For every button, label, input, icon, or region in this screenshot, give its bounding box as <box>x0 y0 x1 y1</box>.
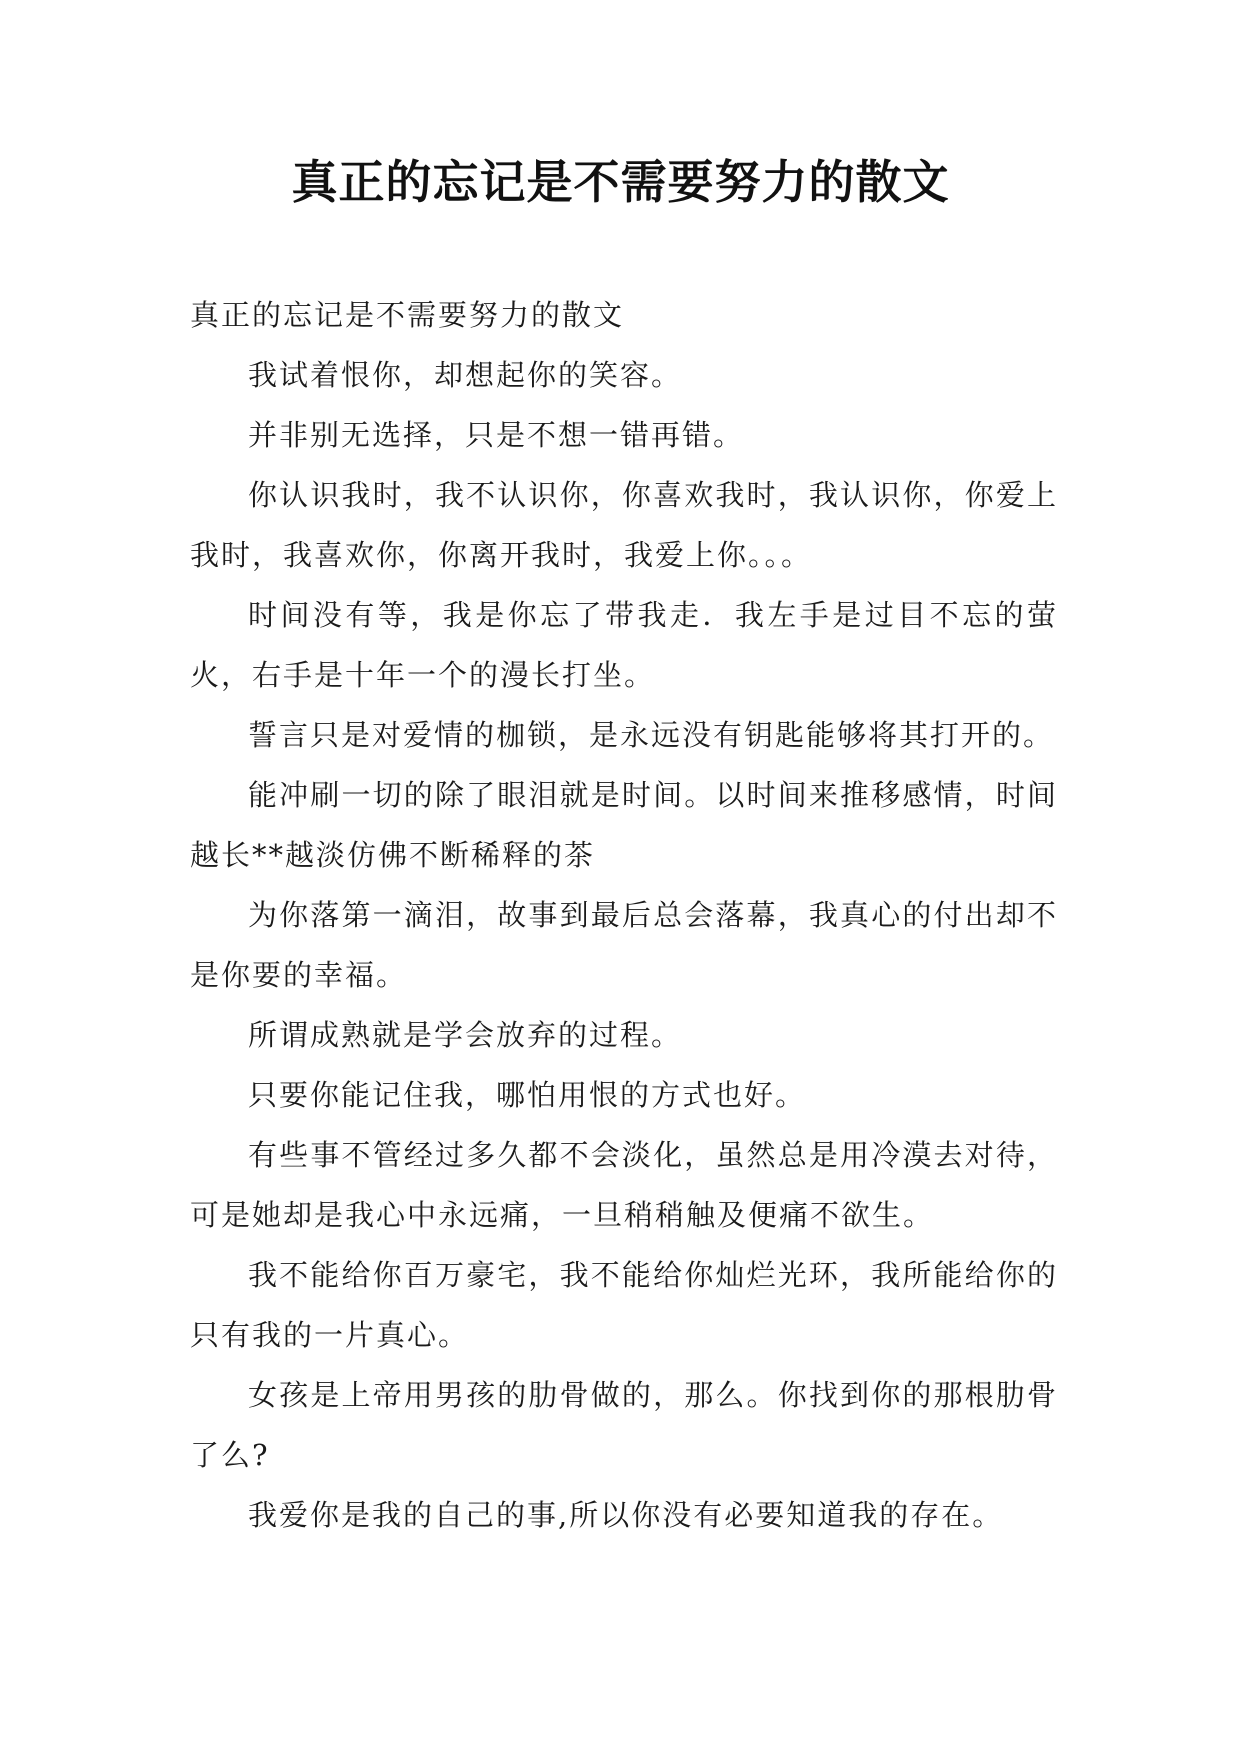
paragraph-subtitle: 真正的忘记是不需要努力的散文 <box>190 298 625 332</box>
document-body <box>190 285 1058 1545</box>
paragraph: 誓言只是对爱情的枷锁，是永远没有钥匙能够将其打开的。 <box>248 718 1055 752</box>
paragraph: 时间没有等，我是你忘了带我走．我左手是过目不忘的萤火，右手是十年一个的漫长打坐。 <box>190 598 1058 692</box>
paragraph: 能冲刷一切的除了眼泪就是时间。以时间来推移感情，时间越长**越淡仿佛不断稀释的茶 <box>190 778 1058 872</box>
paragraph: 为你落第一滴泪，故事到最后总会落幕，我真心的付出却不是你要的幸福。 <box>190 898 1058 992</box>
paragraph: 所谓成熟就是学会放弃的过程。 <box>248 1018 683 1052</box>
paragraph: 你认识我时，我不认识你，你喜欢我时，我认识你，你爱上我时，我喜欢你，你离开我时，我爱上你。。。 <box>190 478 1058 572</box>
paragraph: 女孩是上帝用男孩的肋骨做的，那么。你找到你的那根肋骨了么? <box>190 1378 1058 1472</box>
paragraph: 我不能给你百万豪宅，我不能给你灿烂光环，我所能给你的只有我的一片真心。 <box>190 1258 1058 1352</box>
paragraph: 有些事不管经过多久都不会淡化，虽然总是用冷漠去对待，可是她却是我心中永远痛，一旦稍稍触及便痛不欲生。 <box>190 1138 1058 1232</box>
paragraph: 我爱你是我的自己的事,所以你没有必要知道我的存在。 <box>248 1498 1004 1532</box>
paragraph: 只要你能记住我，哪怕用恨的方式也好。 <box>248 1078 807 1112</box>
document-title: 真正的忘记是不需要努力的散文 <box>291 155 950 209</box>
paragraph: 并非别无选择，只是不想一错再错。 <box>248 418 745 452</box>
paragraph: 我试着恨你，却想起你的笑容。 <box>248 358 683 392</box>
